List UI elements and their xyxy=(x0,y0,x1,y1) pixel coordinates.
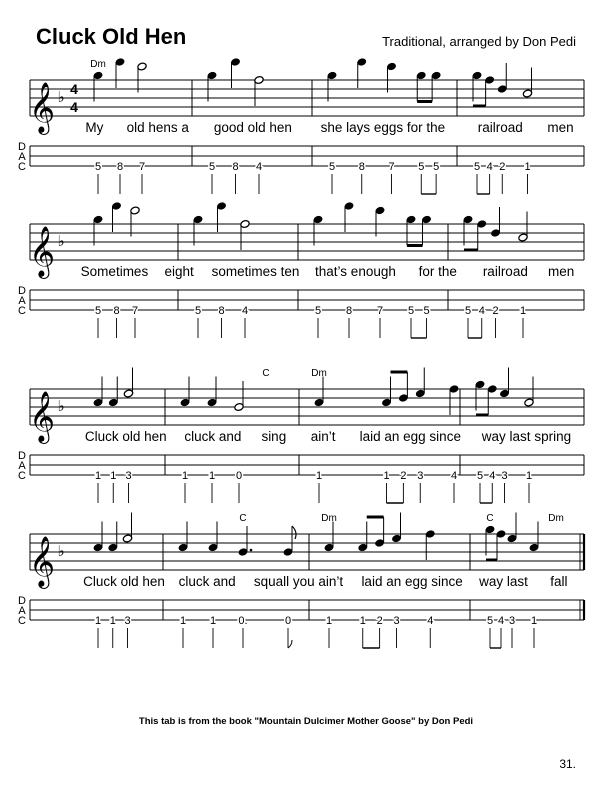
lyric: squall you ain’t xyxy=(253,574,344,589)
lyric: Sometimes xyxy=(80,264,149,279)
tab-fret-number: 3 xyxy=(393,615,400,627)
tab-fret-number: 1 xyxy=(315,470,323,482)
tab-fret-number: 1 xyxy=(94,470,102,482)
tab-fret-number: 7 xyxy=(376,305,384,317)
lyric: sing xyxy=(261,429,287,444)
tab-fret-number: 7 xyxy=(131,305,139,317)
tab-string-label: A xyxy=(18,605,26,617)
lyric: fall xyxy=(550,574,568,589)
song-title: Cluck Old Hen xyxy=(36,24,187,49)
tab-fret-number: 4 xyxy=(450,470,458,482)
flat-key-signature-icon: ♭ xyxy=(57,233,65,250)
tab-fret-number: 2 xyxy=(492,305,499,317)
flat-key-signature-icon: ♭ xyxy=(57,89,65,106)
tab-fret-number: 1 xyxy=(383,470,390,482)
lyric: old hens a xyxy=(126,120,189,135)
time-signature-top: 4 xyxy=(70,81,78,97)
tab-fret-number: 4 xyxy=(241,305,249,317)
chord-symbol: Dm xyxy=(548,513,564,524)
treble-clef-icon: 𝄞 xyxy=(28,83,56,132)
lyric: laid an egg since xyxy=(361,574,463,589)
tab-string-label: D xyxy=(18,285,26,297)
chord-symbol: C xyxy=(486,513,494,524)
lyric: for the xyxy=(418,264,457,279)
chord-symbol: C xyxy=(262,368,270,379)
tab-fret-number: 5 xyxy=(94,161,102,173)
lyric: laid an egg since xyxy=(359,429,461,444)
lyric: cluck and xyxy=(184,429,242,444)
tab-fret-number: 5 xyxy=(423,305,430,317)
tab-fret-number: 2 xyxy=(376,615,383,627)
tab-fret-number: 8 xyxy=(116,161,124,173)
lyric: railroad xyxy=(482,264,528,279)
tab-fret-number: 0. xyxy=(238,615,248,627)
tab-fret-number: 3 xyxy=(417,470,424,482)
lyric: Cluck old hen xyxy=(84,429,167,444)
page-number: 31. xyxy=(559,757,576,771)
tab-fret-number: 1 xyxy=(109,615,116,627)
lyric: way last spring xyxy=(481,429,572,444)
flat-key-signature-icon: ♭ xyxy=(57,543,65,560)
lyric: My xyxy=(85,120,104,135)
tab-fret-number: 5 xyxy=(433,161,440,173)
tab-fret-number: 8 xyxy=(232,161,239,173)
tab-fret-number: 4 xyxy=(486,161,493,173)
tab-fret-number: 8 xyxy=(218,305,225,317)
tab-fret-number: 1 xyxy=(359,615,366,627)
tab-fret-number: 4 xyxy=(497,615,505,627)
time-signature-bottom: 4 xyxy=(70,99,78,115)
tab-string-label: A xyxy=(18,295,26,307)
tab-fret-number: 1 xyxy=(325,615,333,627)
tab-fret-number: 3 xyxy=(508,615,516,627)
lyric: sometimes ten xyxy=(211,264,300,279)
tab-fret-number: 5 xyxy=(464,305,472,317)
tab-string-label: A xyxy=(18,151,26,163)
tab-string-label: C xyxy=(18,161,26,173)
chord-symbol: Dm xyxy=(90,59,106,70)
lyric: men xyxy=(547,120,574,135)
tab-fret-number: 5 xyxy=(473,161,481,173)
tab-fret-number: 5 xyxy=(328,161,336,173)
tab-fret-number: 5 xyxy=(94,305,102,317)
tab-fret-number: 1 xyxy=(525,470,533,482)
tab-fret-number: 1 xyxy=(524,161,531,173)
tab-fret-number: 1 xyxy=(519,305,527,317)
tab-fret-number: 2 xyxy=(400,470,407,482)
tab-fret-number: 7 xyxy=(388,161,395,173)
tab-string-label: D xyxy=(18,595,26,607)
tab-fret-number: 3 xyxy=(124,615,131,627)
lyric: good old hen xyxy=(213,120,292,135)
tab-fret-number: 5 xyxy=(476,470,484,482)
tab-string-label: C xyxy=(18,305,26,317)
tab-fret-number: 3 xyxy=(501,470,508,482)
lyric: railroad xyxy=(477,120,523,135)
tab-fret-number: 1 xyxy=(110,470,117,482)
tab-rhythm-flag xyxy=(288,640,292,648)
book-credit: This tab is from the book "Mountain Dulcimer Mother Goose" by Don Pedi xyxy=(138,716,474,727)
treble-clef-icon: 𝄞 xyxy=(28,537,56,586)
tab-fret-number: 4 xyxy=(427,615,434,627)
tab-fret-number: 0 xyxy=(284,615,292,627)
tab-string-label: D xyxy=(18,141,26,153)
tab-fret-number: 4 xyxy=(478,305,485,317)
tab-fret-number: 8 xyxy=(113,305,120,317)
lyric: that’s enough xyxy=(315,264,396,279)
tab-fret-number: 1 xyxy=(94,615,102,627)
flat-key-signature-icon: ♭ xyxy=(57,398,65,415)
treble-clef-icon: 𝄞 xyxy=(28,392,56,441)
tab-string-label: D xyxy=(18,450,26,462)
tab-fret-number: 0 xyxy=(235,470,243,482)
tab-fret-number: 2 xyxy=(499,161,506,173)
chord-symbol: C xyxy=(239,513,247,524)
lyric: Cluck old hen xyxy=(83,574,165,589)
tab-fret-number: 8 xyxy=(358,161,365,173)
tab-fret-number: 5 xyxy=(314,305,322,317)
lyric: cluck and xyxy=(178,574,236,589)
lyric: way last xyxy=(479,574,528,589)
tab-string-label: C xyxy=(18,615,26,627)
lyric: she lays eggs for the xyxy=(320,120,446,135)
tab-fret-number: 7 xyxy=(138,161,146,173)
tab-fret-number: 1 xyxy=(179,615,187,627)
tab-string-label: C xyxy=(18,470,26,482)
lyric: eight xyxy=(164,264,194,279)
tab-fret-number: 5 xyxy=(407,305,415,317)
lyric: ain’t xyxy=(310,429,336,444)
chord-symbol: Dm xyxy=(311,368,327,379)
tab-fret-number: 8 xyxy=(345,305,353,317)
tab-fret-number: 1 xyxy=(208,470,216,482)
dot xyxy=(250,549,253,552)
tab-fret-number: 1 xyxy=(181,470,189,482)
tab-fret-number: 3 xyxy=(125,470,132,482)
note-flag xyxy=(292,526,296,539)
chord-symbol: Dm xyxy=(321,513,337,524)
tab-fret-number: 5 xyxy=(208,161,216,173)
tab-fret-number: 4 xyxy=(489,470,496,482)
treble-clef-icon: 𝄞 xyxy=(28,227,56,276)
arranger-credit: Traditional, arranged by Don Pedi xyxy=(382,34,576,49)
lyric: men xyxy=(548,264,575,279)
tab-fret-number: 1 xyxy=(530,615,538,627)
tab-fret-number: 5 xyxy=(418,161,425,173)
tab-fret-number: 5 xyxy=(194,305,202,317)
tab-string-label: A xyxy=(18,460,26,472)
tab-fret-number: 4 xyxy=(255,161,263,173)
tab-fret-number: 5 xyxy=(486,615,494,627)
tab-fret-number: 1 xyxy=(209,615,217,627)
